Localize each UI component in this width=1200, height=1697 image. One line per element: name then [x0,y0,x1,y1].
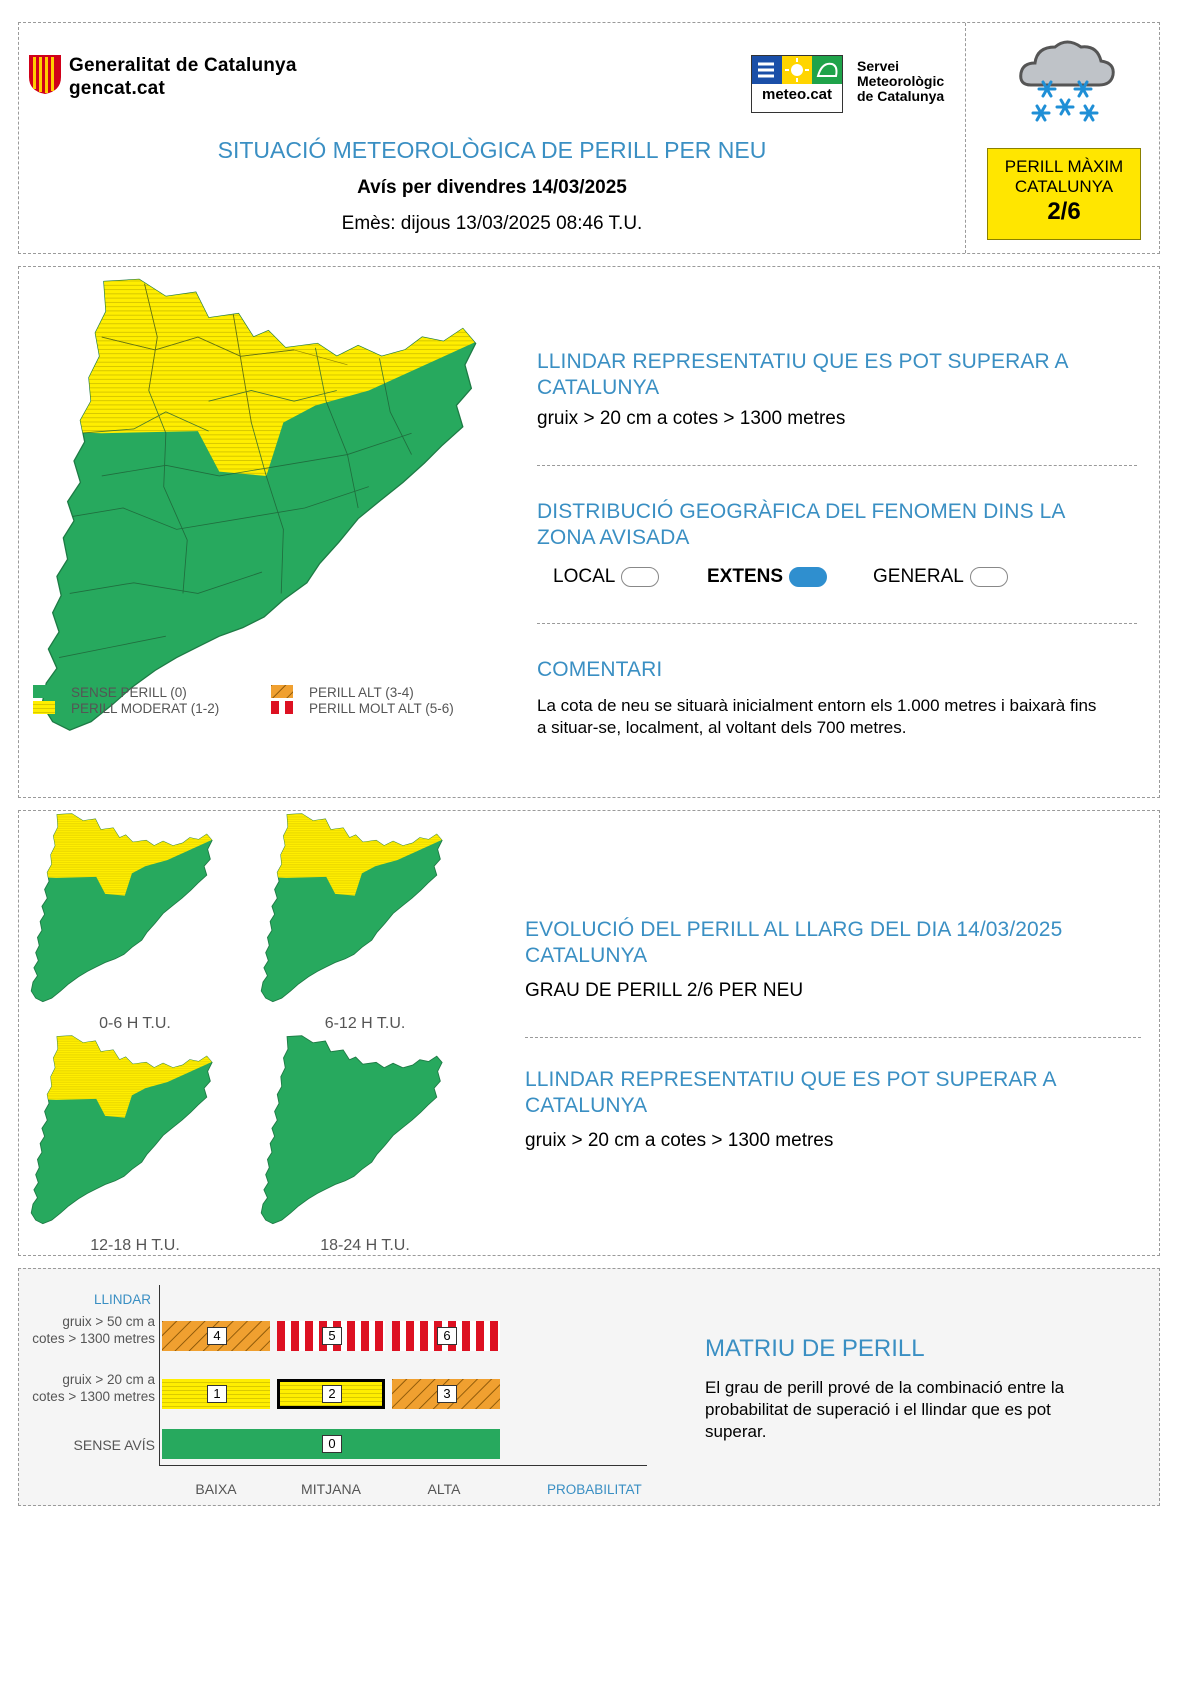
distribution-local: LOCAL [553,565,659,589]
matrix-num-4: 4 [207,1327,227,1345]
legend-swatch-moderate [33,701,55,714]
matrix-col-baixa: BAIXA [195,1481,237,1497]
matrix-row-20: gruix > 20 cm a cotes > 1300 metres [32,1372,155,1404]
max-level: 2/6 [1047,198,1081,225]
matrix-num-2: 2 [322,1385,342,1403]
matrix-panel [18,1268,1160,1506]
danger-map [27,273,497,748]
distribution-general: GENERAL [873,565,1008,589]
matrix-row-none: SENSE AVÍS [73,1437,155,1453]
matrix-num-0: 0 [322,1435,342,1453]
distribution-extens: EXTENS [707,565,827,589]
meteocat-logo [751,55,843,113]
legend-moderate: PERILL MODERAT (1-2) [71,701,220,716]
service-line-2: Meteorològic [857,73,945,89]
matrix-num-1: 1 [207,1385,227,1403]
legend-swatch-none [33,685,55,698]
matrix-title: MATRIU DE PERILL [705,1335,925,1362]
threshold-text: gruix > 20 cm a cotes > 1300 metres [537,408,846,429]
generalitat-logo [27,53,63,100]
gov-name: Generalitat de Catalunya [69,55,297,76]
max-danger-box [987,148,1141,240]
legend-none: SENSE PERILL (0) [71,685,187,700]
evo-map-6-12 [255,811,451,1012]
matrix-col-mitjana: MITJANA [301,1481,361,1497]
evo-map-18-24 [255,1033,451,1234]
main-panel [18,266,1160,798]
evolution-level: GRAU DE PERILL 2/6 PER NEU [525,980,804,1001]
page-title: SITUACIÓ METEOROLÒGICA DE PERILL PER NEU [217,137,767,163]
matrix-row-50: gruix > 50 cm a cotes > 1300 metres [32,1314,155,1346]
service-line-1: Servei [857,58,900,74]
gov-site[interactable]: gencat.cat [69,78,165,99]
evolution-panel [18,810,1160,1256]
evolution-threshold-title: LLINDAR REPRESENTATIU QUE ES POT SUPERAR A CATALUNYA [525,1068,1056,1117]
period-0-6: 0-6 H T.U. [99,1015,171,1032]
toggle-general[interactable] [970,567,1008,587]
max-label-2: CATALUNYA [1014,177,1114,196]
period-12-18: 12-18 H T.U. [90,1237,180,1254]
evo-map-0-6 [25,811,221,1012]
matrix-text: El grau de perill prové de la combinació entre la probabilitat de superació i el llindar que es pot superar. [705,1378,1065,1441]
threshold-title: LLINDAR REPRESENTATIU QUE ES POT SUPERAR A CATALUNYA [537,350,1068,399]
evo-map-12-18 [25,1033,221,1234]
matrix-num-6: 6 [437,1327,457,1345]
toggle-extens[interactable] [789,567,827,587]
legend-swatch-high [271,685,293,698]
matrix-num-5: 5 [322,1327,342,1345]
legend-very-high: PERILL MOLT ALT (5-6) [309,701,454,716]
comment-title: COMENTARI [537,658,663,681]
period-18-24: 18-24 H T.U. [320,1237,410,1254]
snow-cloud-icon [1017,33,1117,134]
matrix-llindar: LLINDAR [93,1292,151,1307]
evolution-threshold-text: gruix > 20 cm a cotes > 1300 metres [525,1130,834,1151]
distribution-title: DISTRIBUCIÓ GEOGRÀFICA DEL FENOMEN DINS LA ZONA AVISADA [537,500,1065,549]
matrix-col-alta: ALTA [427,1481,461,1497]
evolution-title: EVOLUCIÓ DEL PERILL AL LLARG DEL DIA 14/03/2025 CATALUNYA [525,918,1063,967]
toggle-local[interactable] [621,567,659,587]
page-subtitle: Avís per divendres 14/03/2025 [357,177,627,198]
comment-text: La cota de neu se situarà inicialment entorn els 1.000 metres i baixarà fins a situar-se, localment, al voltant dels 700 metres. [537,696,1097,737]
meteocat-text: meteo.cat [761,86,833,103]
issued-date: Emès: dijous 13/03/2025 08:46 T.U. [341,213,643,234]
max-label-1: PERILL MÀXIM [1004,157,1124,176]
service-line-3: de Catalunya [857,88,945,104]
legend-swatch-very-high [271,701,293,714]
matrix-prob-label: PROBABILITAT [547,1482,642,1497]
matrix-num-3: 3 [437,1385,457,1403]
period-6-12: 6-12 H T.U. [324,1015,406,1032]
legend-high: PERILL ALT (3-4) [309,685,414,700]
